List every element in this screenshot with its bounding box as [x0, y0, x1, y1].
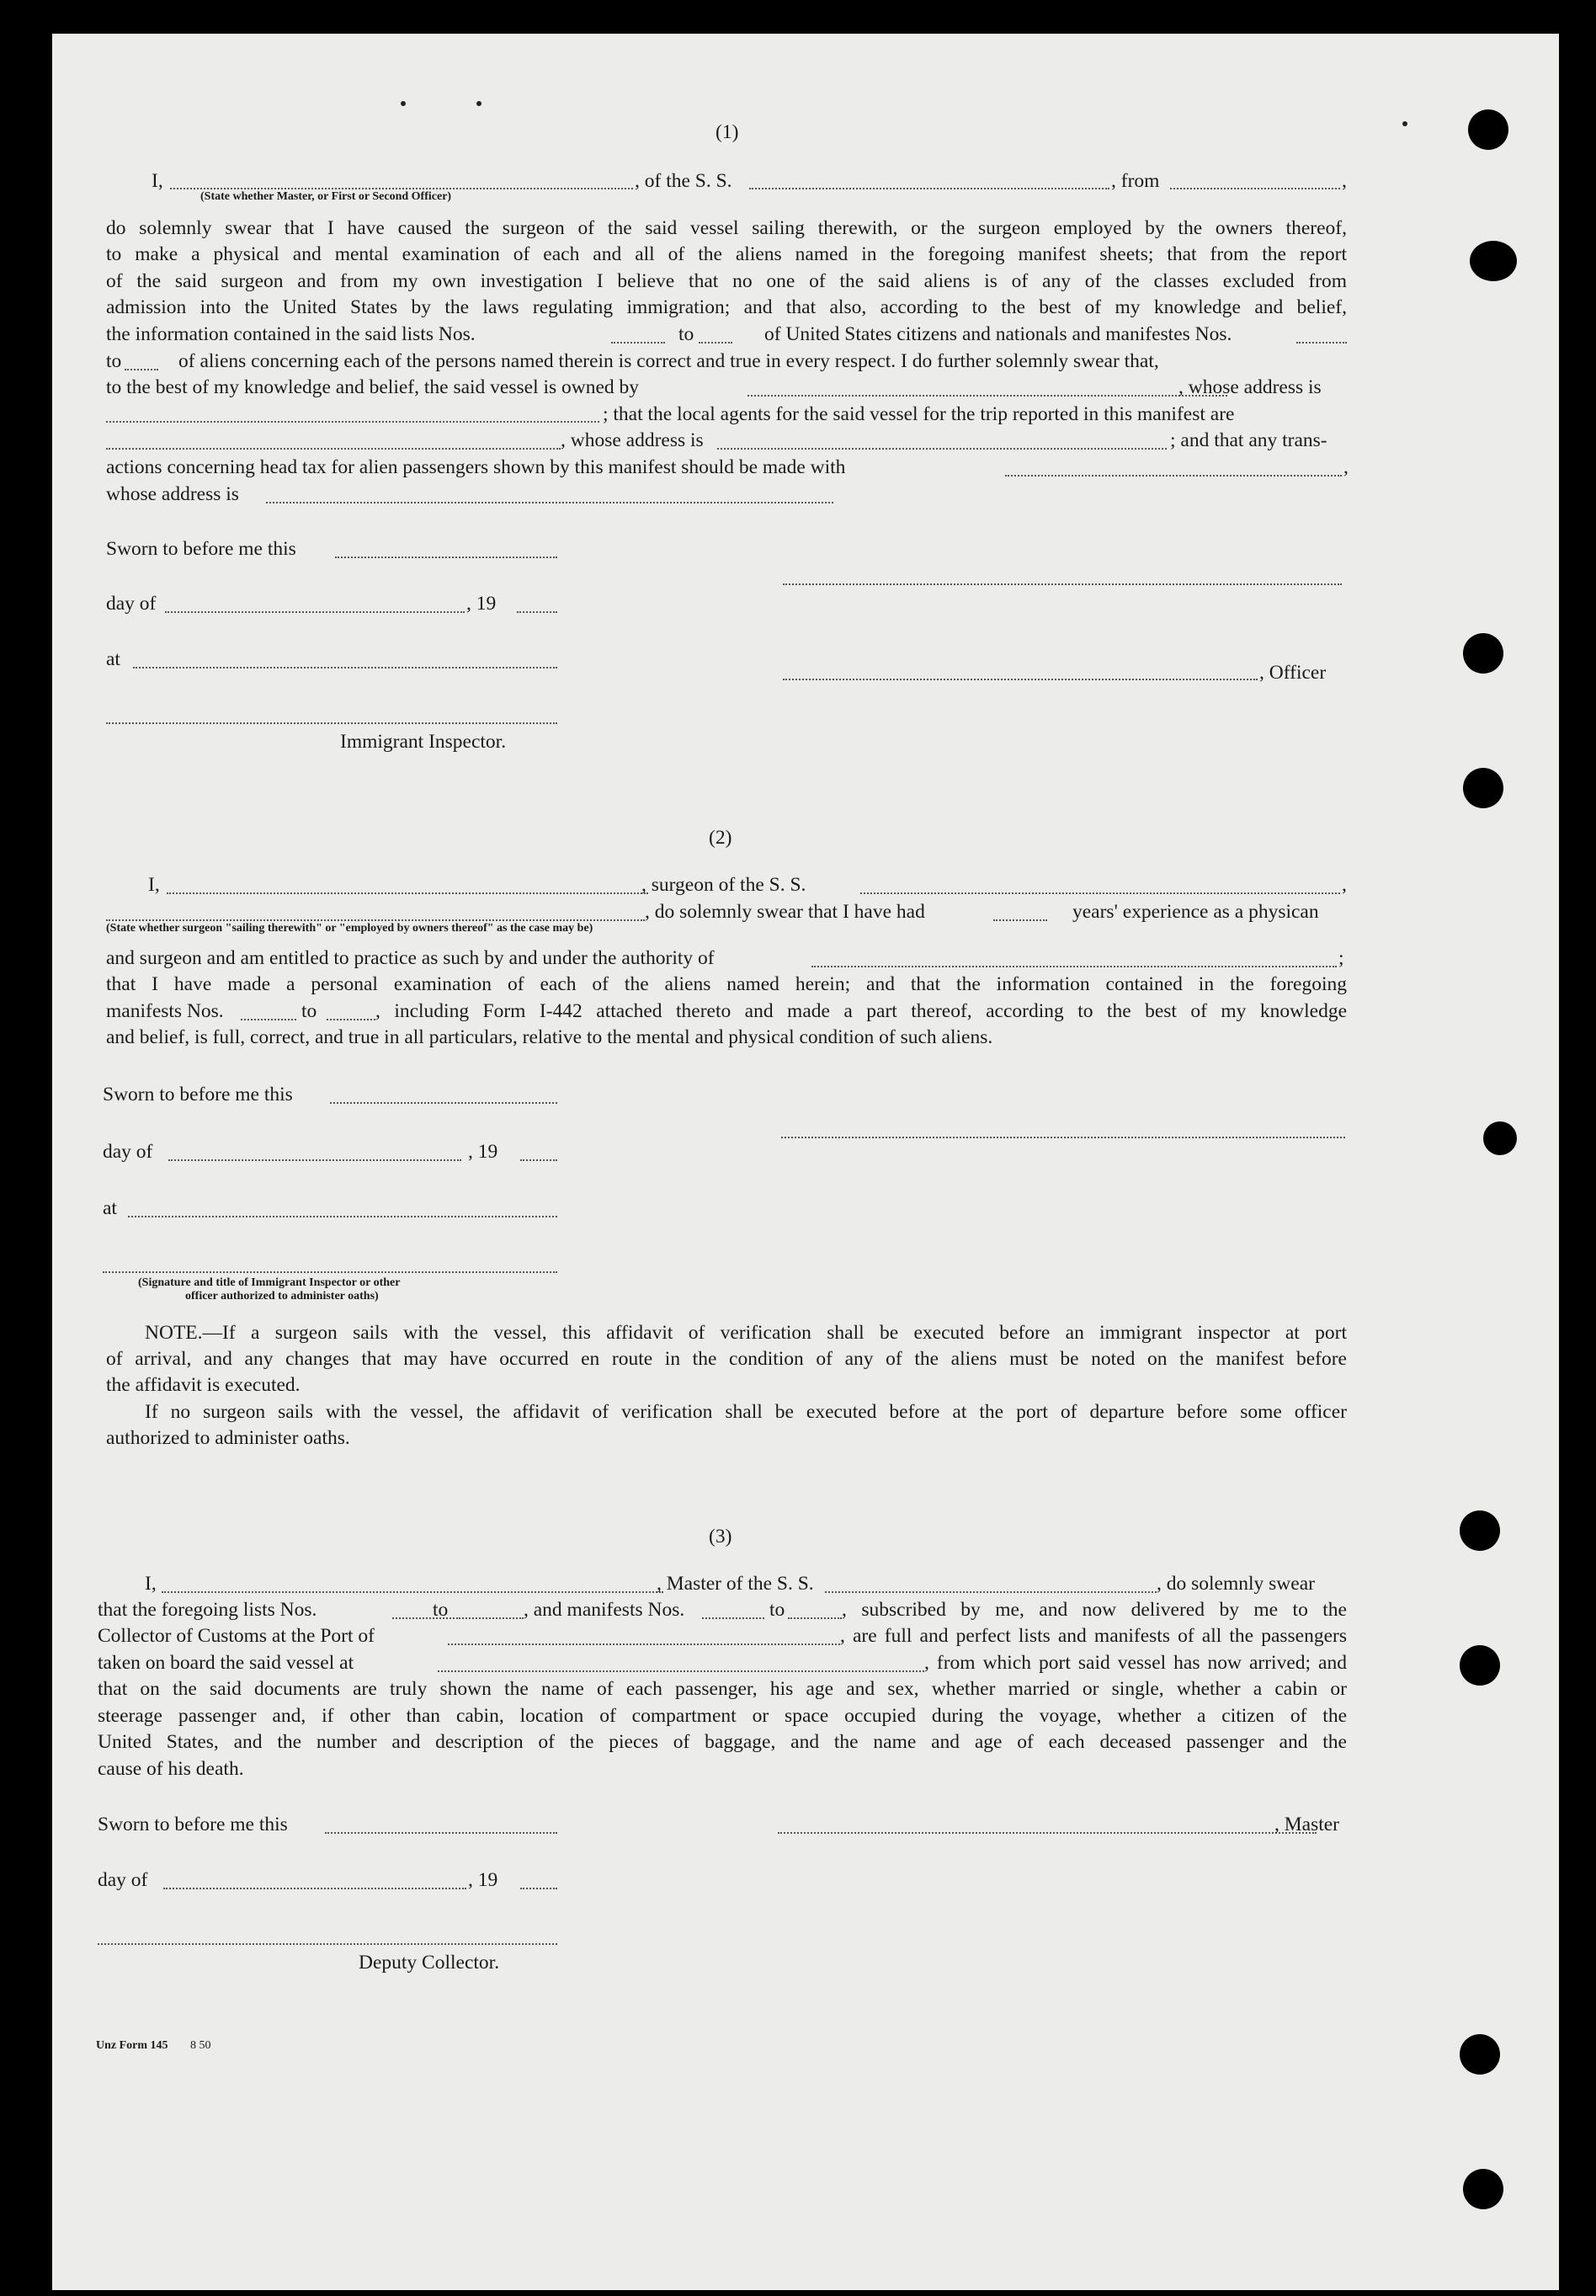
lists-to-field[interactable] — [699, 342, 732, 344]
s3-day-field[interactable] — [163, 1888, 466, 1889]
owner-field[interactable] — [747, 395, 1227, 397]
deputy-label: Deputy Collector. — [359, 1952, 500, 1974]
section-3-number: (3) — [709, 1526, 732, 1548]
master-note: (State whether Master, or First or Second Officer) — [200, 190, 452, 203]
owner-address-field[interactable] — [106, 421, 599, 423]
punch-hole-icon — [1463, 2169, 1503, 2209]
punch-hole-icon — [1463, 633, 1503, 674]
s2-vessel-field[interactable] — [860, 892, 1340, 894]
s3-vessel-field[interactable] — [825, 1591, 1157, 1593]
port-of-field[interactable] — [448, 1643, 840, 1645]
s1-place-field[interactable] — [133, 667, 557, 669]
vessel-field[interactable] — [749, 188, 1109, 189]
s1-day-field[interactable] — [165, 611, 465, 613]
agents-address-field[interactable] — [717, 448, 1167, 450]
of-ss-label: , of the S. S. — [635, 170, 732, 192]
s1-line-3: of the said surgeon and from my own investigation I believe that no one of the said aliens is of any of the classes excluded from — [106, 270, 1347, 292]
s3-year-field[interactable] — [520, 1888, 557, 1889]
speck-icon — [401, 101, 406, 106]
years-field[interactable] — [993, 919, 1047, 921]
s2-year-field[interactable] — [520, 1159, 557, 1161]
speck-icon — [476, 101, 481, 106]
headtax-field[interactable] — [1005, 475, 1342, 477]
manifest-affidavit-page: (1) I, , of the S. S. , from , (State whether Master, or First or Second Officer) do solemnly swear that I have caused the surgeon of the said vessel sailing therewith, or the surgeon employed by the owners thereof, to make a physical and mental examination of each and all of the aliens named in the foregoing manifest sheets; that from the report of the said surgeon and from my own investigation I believe that no one of the said aliens is of any of the classes excluded from admission into the United States by the laws regulating immigration; and that also, according to the best of my knowledge and belief, the information contained in the said lists Nos. to of United States citizens and nationals and manifestes Nos. to of aliens concerning each of the persons named therein is correct and true in every respect. I do further solemnly swear that, to the best of my knowledge and belief, the said vessel is owned by , whose address is ; that the local agents for the said vessel for the trip reported in this manifest are , whose address is ; and that any trans- actions concerning head tax for alien passengers shown by this manifest should be made with , whose address is Sworn to before me this day of , 19 at , Officer Immigrant Inspector. (2) I, , surgeon of the S. S. , , do solemnly swear that I have had years' experience as a physican (State whether surgeon "sailing therewith" or "employed by owners thereof" as the case may be) and surgeon and am entitled to practice as such by and under the authority of ; that I have made a personal examination of each of the aliens named herein; and that the information contained in the foregoing manifests Nos. to , including Form I-442 attached thereto and made a part thereof, according to the best of my knowledge and belief, is full, correct, and true in all particulars, relative to the mental and physical condition of such aliens. Sworn to before me this day of , 19 at (Signature and title of Immigrant Inspector or other officer authorized to administer oaths) NOTE.—If a surgeon sails with the vessel, this affidavit of verification shall be executed before an immigrant inspector at port of arrival, and any changes that may have occurred en route in the condition of any of the aliens must be noted on the manifest before the affidavit is executed. If no surgeon sails with the vessel, the affidavit of verification shall be executed before at the port of departure before some officer authorized to administer oaths. (3) I, , Master of the S. S. , do solemnly swear that the foregoing lists Nos. to , and manifests Nos. to , subscribed by me, and now delivered by me to the Collector of Customs at the Port of , are full and perfect lists and manifests of all the passengers taken on board the said vessel at , from which port said vessel has now arrived; and that on the said documents are truly shown the name of each passenger, his age and sex, whether married or single, whether a cabin or steerage passenger and, if other than cabin, location of compartment or space occupied during the voyage, whether a citizen of the United States, and the number and description of the pieces of baggage, and the name and age of each deceased passenger and the cause of his death. Sworn to before me this , Master day of , 19 Deputy Collector. Unz Form 145 8 50 — [52, 34, 1559, 2290]
manifests-from-field[interactable] — [1296, 342, 1347, 344]
name-field[interactable] — [170, 188, 633, 189]
speck-icon — [1402, 121, 1407, 126]
master-label: , Master — [1274, 1814, 1340, 1835]
s3-lists-to-field[interactable] — [456, 1617, 524, 1619]
master-signature-field[interactable] — [778, 1832, 1317, 1834]
s3-sworn-date-field[interactable] — [325, 1832, 557, 1834]
form-code: 8 50 — [190, 2039, 211, 2052]
s3-manifests-from-field[interactable] — [702, 1617, 764, 1619]
from-label: , from — [1111, 170, 1160, 192]
headtax-address-field[interactable] — [266, 502, 833, 503]
inspector-label: Immigrant Inspector. — [340, 731, 507, 753]
s2-place-field[interactable] — [128, 1216, 557, 1217]
s3-sworn: Sworn to before me this — [98, 1814, 288, 1835]
manifests-to-field[interactable] — [125, 369, 158, 370]
s2-day-field[interactable] — [168, 1159, 461, 1161]
deputy-signature-field[interactable] — [98, 1943, 557, 1945]
s2-sworn: Sworn to before me this — [103, 1084, 293, 1105]
s2-inspector-signature-field[interactable] — [103, 1271, 557, 1273]
s2-signature-field[interactable] — [781, 1137, 1345, 1138]
note-paragraph: NOTE.—If a surgeon sails with the vessel, this affidavit of verification shall be executed before an immigrant inspector at port — [145, 1322, 1347, 1344]
punch-hole-icon — [1460, 1510, 1500, 1551]
punch-hole-icon — [1483, 1121, 1517, 1155]
s1-line-4: admission into the United States by the laws regulating immigration; and that also, according to the best of my knowledge and belief, — [106, 296, 1347, 318]
s1-sworn-date-field[interactable] — [335, 557, 557, 558]
agents-field[interactable] — [106, 448, 561, 450]
section-2-number: (2) — [709, 827, 732, 849]
section-1-i: I, — [152, 170, 163, 192]
s1-year-field[interactable] — [517, 611, 557, 613]
s3-name-field[interactable] — [162, 1591, 663, 1593]
punch-hole-icon — [1468, 109, 1508, 150]
punch-hole-icon — [1460, 2034, 1500, 2075]
s1-sworn: Sworn to before me this — [106, 538, 296, 560]
section-1-number: (1) — [716, 121, 739, 143]
officer-field[interactable] — [783, 679, 1258, 680]
inspector-signature-field[interactable] — [106, 722, 557, 724]
s1-signature-field[interactable] — [783, 583, 1342, 585]
punch-hole-icon — [1463, 768, 1503, 808]
s1-line-2: to make a physical and mental examination of each and all of the aliens named in the foregoing manifest sheets; that from the report — [106, 243, 1347, 265]
lists-from-field[interactable] — [611, 342, 665, 344]
s2-manifests-from-field[interactable] — [241, 1019, 296, 1020]
s2-sworn-date-field[interactable] — [330, 1102, 557, 1104]
punch-hole-icon — [1460, 1645, 1500, 1686]
surgeon-name-field[interactable] — [167, 892, 648, 894]
punch-hole-icon — [1470, 241, 1517, 281]
from-field[interactable] — [1170, 188, 1340, 189]
authority-field[interactable] — [811, 966, 1337, 967]
s1-line-1: do solemnly swear that I have caused the surgeon of the said vessel sailing therewith, or the surgeon employed by the owners thereof, — [106, 217, 1347, 239]
officer-label: , Officer — [1259, 662, 1327, 684]
s2-manifests-to-field[interactable] — [327, 1019, 375, 1020]
form-number: Unz Form 145 — [96, 2039, 168, 2052]
surgeon-status-field[interactable] — [106, 919, 645, 921]
s3-manifests-to-field[interactable] — [788, 1617, 842, 1619]
surgeon-note: (State whether surgeon "sailing therewith" or "employed by owners thereof" as the case may be) — [106, 922, 593, 935]
boarding-port-field[interactable] — [438, 1670, 924, 1672]
